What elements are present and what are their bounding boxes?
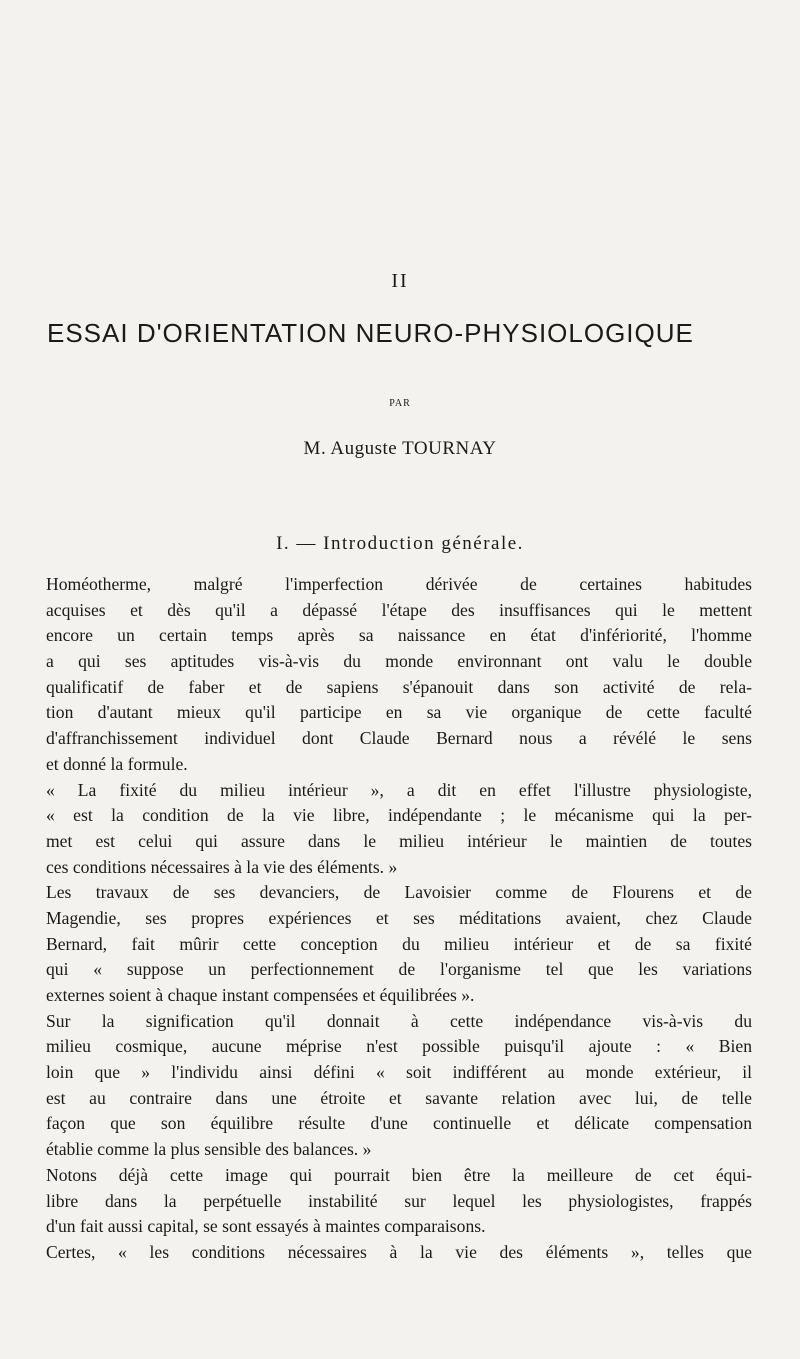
body-line: d'un fait aussi capital, se sont essayés à maintes comparaisons. (46, 1216, 486, 1237)
body-line: tion d'autant mieux qu'il participe en sa vie organique de cette faculté (46, 702, 752, 723)
body-line: établie comme la plus sensible des balances. » (46, 1139, 372, 1160)
body-line: a qui ses aptitudes vis-à-vis du monde environnant ont valu le double (46, 651, 752, 672)
body-line: libre dans la perpétuelle instabilité sur lequel les physiologistes, frappés (46, 1190, 752, 1211)
body-text (46, 572, 752, 1266)
body-line: milieu cosmique, aucune méprise n'est possible puisqu'il ajoute : « Bien (46, 1036, 752, 1057)
author-name: M. Auguste TOURNAY (303, 438, 497, 459)
body-line: Notons déjà cette image qui pourrait bien être la meilleure de cet équi- (46, 1164, 752, 1185)
body-line: qui « suppose un perfectionnement de l'organisme tel que les variations (46, 959, 752, 980)
body-line: Les travaux de ses devanciers, de Lavoisier comme de Flourens et de (46, 882, 752, 903)
by-label: PAR (389, 398, 411, 409)
body-line: « est la condition de la vie libre, indépendante ; le mécanisme qui la per- (46, 805, 752, 826)
section-heading: I. — Introduction générale. (276, 533, 524, 554)
body-line: façon que son équilibre résulte d'une continuelle et délicate compensation (46, 1113, 752, 1134)
body-line: Bernard, fait mûrir cette conception du milieu intérieur et de sa fixité (46, 933, 752, 954)
body-line: d'affranchissement individuel dont Claude Bernard nous a révélé le sens (46, 728, 752, 749)
body-line: Magendie, ses propres expériences et ses méditations avaient, chez Claude (46, 907, 752, 928)
body-line: est au contraire dans une étroite et savante relation avec lui, de telle (46, 1087, 752, 1108)
body-line: « La fixité du milieu intérieur », a dit en effet l'illustre physiologiste, (46, 779, 752, 800)
body-line: Homéotherme, malgré l'imperfection dérivée de certaines habitudes (46, 574, 752, 594)
body-line: qualificatif de faber et de sapiens s'épanouit dans son activité de rela- (46, 676, 752, 697)
body-line: Sur la signification qu'il donnait à cette indépendance vis-à-vis du (46, 1010, 752, 1031)
body-line: Certes, « les conditions nécessaires à la vie des éléments », telles que (46, 1241, 752, 1262)
body-line: externes soient à chaque instant compensées et équilibrées ». (46, 985, 475, 1005)
body-line: et donné la formule. (46, 753, 188, 774)
article-title: ESSAI D'ORIENTATION NEURO-PHYSIOLOGIQUE (47, 318, 694, 348)
chapter-numeral: II (391, 270, 409, 292)
body-line: encore un certain temps après sa naissance en état d'infériorité, l'homme (46, 625, 752, 646)
body-line: loin que » l'individu ainsi défini « soit indifférent au monde extérieur, il (46, 1062, 752, 1083)
body-line: met est celui qui assure dans le milieu intérieur le maintien de toutes (46, 830, 752, 851)
body-line: ces conditions nécessaires à la vie des éléments. » (46, 856, 398, 877)
body-line: acquises et dès qu'il a dépassé l'étape des insuffisances qui le mettent (46, 599, 752, 620)
